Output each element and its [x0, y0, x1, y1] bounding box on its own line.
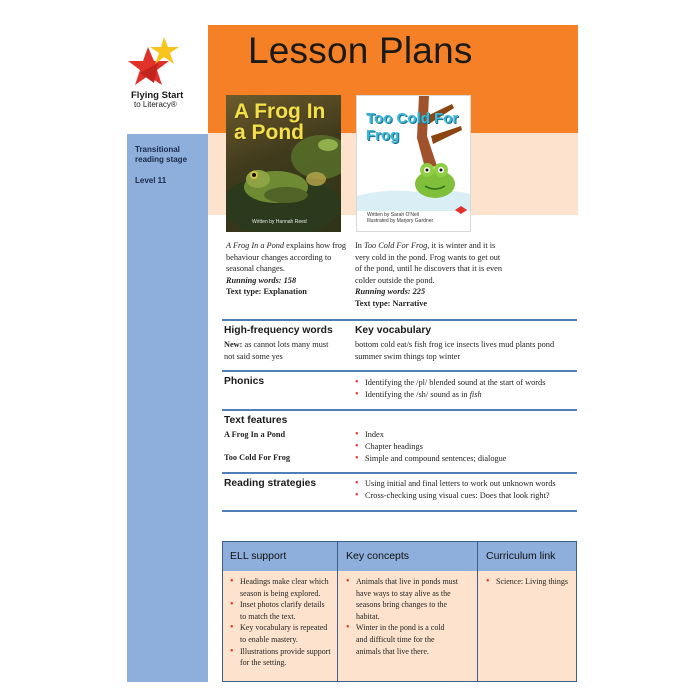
- divider: [222, 510, 577, 512]
- text-features-book-2: Too Cold For Frog: [224, 453, 290, 462]
- list-item: • Science: Living things: [486, 576, 571, 588]
- example-word: fish: [469, 390, 482, 399]
- divider: [222, 472, 577, 474]
- cover-credit: [367, 212, 433, 224]
- key-vocabulary-heading: Key vocabulary: [355, 325, 432, 336]
- text-type: Text type: Narrative: [355, 298, 428, 308]
- cover-illustrator: Illustrated by Marjory Gardner: [367, 218, 434, 224]
- list-item: • Illustrations provide support for the setting.: [230, 646, 331, 669]
- description-text: explains how frog behaviour changes according to seasonal changes.: [226, 241, 347, 274]
- running-words: Running words: 158: [226, 275, 297, 285]
- list-item: • Chapter headings: [355, 441, 575, 453]
- list-item-text: Identifying the /sh/ sound as in: [365, 390, 470, 399]
- book-cover-frog-in-a-pond: [226, 95, 341, 232]
- curriculum-link-header: Curriculum link: [478, 541, 577, 571]
- page-title: Lesson Plans: [248, 30, 473, 71]
- new-words: as cannot lots many must not said some yes: [224, 340, 329, 361]
- new-words-label: New:: [224, 340, 243, 349]
- level-label: Level 11: [135, 176, 167, 185]
- list-item: • Using initial and final letters to work out unknown words: [355, 478, 577, 490]
- description-text: In: [355, 241, 364, 250]
- list-item: • Index: [355, 429, 575, 441]
- text-type: Text type: Explanation: [226, 287, 307, 297]
- list-item: • Cross-checking using visual cues: Does that look right?: [355, 490, 577, 502]
- reading-strategies-heading: Reading strategies: [224, 478, 317, 489]
- key-vocabulary-list: bottom cold eat/s fish frog ice insects lives mud plants pond summer swim things top winter: [355, 340, 555, 361]
- cover-credit: Written by Hannah Reed: [252, 219, 307, 225]
- running-words: Running words: 225: [355, 287, 426, 297]
- divider: [222, 409, 577, 411]
- key-concepts-cell: [338, 571, 478, 682]
- text-features-book-1: A Frog In a Pond: [224, 430, 286, 439]
- curriculum-link-cell: [478, 571, 577, 682]
- sidebar: [127, 134, 208, 682]
- list-item: • Inset photos clarify details to match the text.: [230, 599, 331, 622]
- book-description-2: [355, 240, 505, 310]
- cover-title: A Frog In a Pond: [234, 100, 326, 144]
- brand-name: Flying Start: [131, 90, 184, 101]
- brand-tagline: to Literacy®: [134, 100, 177, 109]
- list-item: • Key vocabulary is repeated to enable mastery.: [230, 622, 331, 645]
- reading-strategies-list: [355, 478, 577, 502]
- divider: [222, 319, 577, 321]
- phonics-heading: Phonics: [224, 376, 265, 387]
- ell-support-cell: [222, 571, 338, 682]
- cover-author: Written by Sarah O'Neil: [367, 212, 419, 218]
- divider: [222, 370, 577, 372]
- list-item: • Animals that live in ponds must have ways to stay alive as the seasons bring changes to the habitat.: [346, 576, 458, 622]
- description-text: , it is winter and it is very cold in the pond. Frog wants to get out of the pond, until he discovers that it is even colder outside the pond.: [355, 241, 503, 285]
- book-description-1: [226, 240, 348, 298]
- list-item: [355, 389, 575, 401]
- key-concepts-header: Key concepts: [338, 541, 478, 571]
- high-frequency-words-list: [224, 339, 339, 363]
- list-item: • Identifying the /pl/ blended sound at the start of words: [355, 377, 575, 389]
- phonics-list: [355, 377, 575, 401]
- ell-support-header: ELL support: [222, 541, 338, 571]
- support-table: [222, 541, 577, 682]
- cover-title: Too Cold For Frog: [366, 110, 459, 144]
- list-item: • Headings make clear which season is being explored.: [230, 576, 331, 599]
- book-title: A Frog In a Pond: [226, 241, 285, 250]
- list-item: • Winter in the pond is a cold and difficult time for the animals that live there.: [346, 622, 458, 657]
- text-features-list: [355, 429, 575, 465]
- high-frequency-words-heading: High-frequency words: [224, 325, 333, 336]
- text-features-heading: Text features: [224, 415, 288, 426]
- list-item: • Simple and compound sentences; dialogue: [355, 453, 575, 465]
- reading-stage-label: Transitional reading stage: [135, 145, 188, 164]
- book-cover-too-cold-for-frog: [356, 95, 471, 232]
- book-title: Too Cold For Frog: [364, 241, 428, 250]
